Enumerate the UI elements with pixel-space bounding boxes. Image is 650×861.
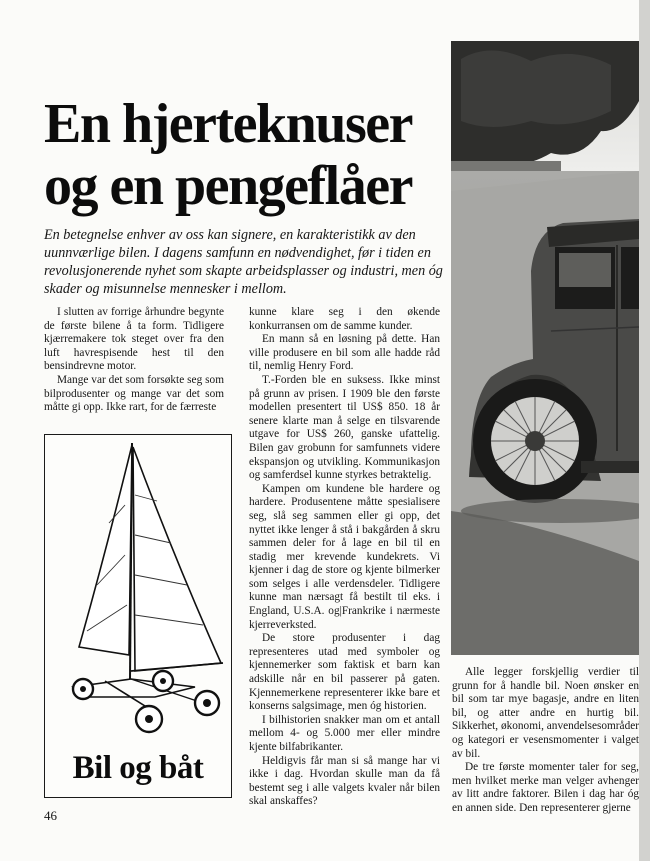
lead-paragraph: En betegnelse enhver av oss kan signere, en karakteristikk av den uunnværlige bilen. I dagens samfunn en nødvendighet, før i tiden en revolusjonerende nyhet som skapte arbeidsplasser og industri, men óg skader og misunnelse mennesker i mellom. — [44, 227, 443, 297]
headline-line-1: En hjerteknuser — [44, 93, 412, 155]
paragraph: I bilhistorien snakker man om et antall mellom 4- og 5.000 mer eller mindre kjente bilfabrikanter. — [249, 713, 440, 753]
vintage-car-photo — [451, 41, 639, 655]
paragraph: Mange var det som forsøkte seg som bilprodusenter og mange var det som måtte gi opp. Ikke rart, for de færreste — [44, 373, 224, 414]
paragraph: T.-Forden ble en suksess. Ikke minst på grunn av prisen. I 1909 ble den første modellen presentert til US$ 850. 18 år senere klarte man å selge en tilsvarende utgave for US$ 260, ganske ufattelig. Bilen gav grobunn for samfunnets videre ekspansjon og utvikling. Kommunikasjon og samferdsel kunne styrkes betraktelig. — [249, 373, 440, 482]
paragraph: I slutten av forrige århundre begynte de første bilene å ta form. Tidligere kjærremakere tok steget over fra den luft havrespisende hest til den bensindrevne motor. — [44, 306, 224, 373]
paragraph: Heldigvis får man si så mange har vi ikke i dag. Hvordan skulle man da få bestemt seg i alle valgets kvaler når bilen skal anskaffes? — [249, 754, 440, 808]
headline — [44, 93, 444, 217]
paragraph: Kampen om kundene ble hardere og hardere. Produsentene måtte spesialisere seg, slå seg sammen eller gi opp, det nyttet ikke lenger å stå i bakgården å skru sammen deler for å lage en bil til en stadig mer krevende kundekrets. Vi kjenner i dag de store og kjente bilmerker som selges i alle verdensdeler. Tidligere kunne man nærsagt få bestilt til eks. i England, U.S.A. og|Frankrike i nærmeste kjerreverksted. — [249, 482, 440, 631]
illustration-box — [44, 434, 232, 798]
box-title: Bil og båt — [72, 750, 204, 786]
paragraph: kunne klare seg i den økende konkurransen om de samme kunder. — [249, 306, 440, 332]
paragraph: Alle legger forskjellig verdier til grunn for å handle bil. Noen ønsker en bil som tar mye bagasje, andre en liten bil, og atter andre en hurtig bil. Sikkerhet, økonomi, anvendelsesområder og kategori er vesensmomenter i valget av bil. — [452, 666, 639, 760]
headline-line-2: og en pengeflåer — [44, 155, 412, 217]
photo-caption — [452, 666, 639, 816]
body-column-2 — [249, 306, 440, 809]
vintage-car-picture — [451, 41, 639, 655]
paragraph: De tre første momenter taler for seg, men hvilket merke man velger avhenger av litt andre faktorer. Bilen i dag har óg en annen side. Den representerer gjerne — [452, 761, 639, 814]
land-yacht-illustration — [45, 435, 231, 735]
show-through-text — [60, 58, 67, 84]
paragraph: En mann så en løsning på dette. Han ville produsere en bil som alle hadde råd til, nemlig Henry Ford. — [249, 333, 440, 373]
body-column-1 — [44, 306, 224, 415]
page-number: 46 — [44, 808, 57, 823]
paragraph: De store produsenter i dag representeres utad med symboler og kjennemerker som faktisk et barn kan adskille når en bil passerer på gaten. Kjennemerkene representerer ikke bare et konserns salgsimage, men óg historien. — [249, 632, 440, 713]
page-edge-shadow — [639, 0, 650, 861]
